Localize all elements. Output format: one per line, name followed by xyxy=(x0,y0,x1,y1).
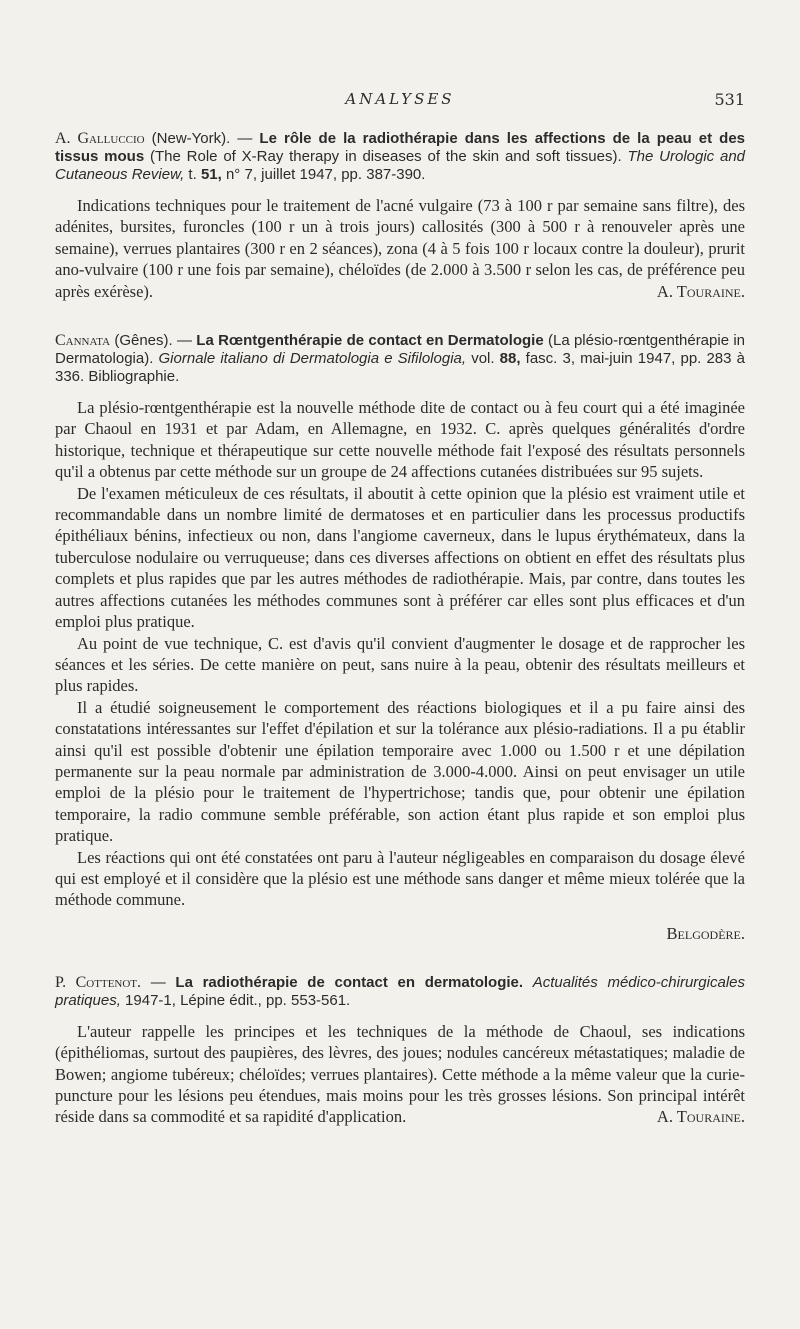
article-title-translation: (The Role of X-Ray therapy in diseases of the skin and soft tissues). xyxy=(150,148,622,165)
page-header xyxy=(55,90,745,112)
article-volume-prefix: t. xyxy=(188,166,197,183)
article-title-translation: (La plésio-rœntgenthérapie in Dermatologia). xyxy=(55,332,746,368)
article-details: n° 7, juillet 1947, pp. 387-390. xyxy=(225,166,426,183)
article-title: Le rôle de la radiothérapie dans les affections de la peau et des tissus mous xyxy=(55,130,746,165)
article-author: A. Galluccio xyxy=(55,130,145,147)
article-paragraph: Au point de vue technique, C. est d'avis qu'il convient d'augmenter le dosage et de rapprocher les séances et les séries. De cette manière on peut, sans nuire à la peau, obtenir des résultats meilleurs et plus rapides. xyxy=(55,633,745,696)
article-galluccio xyxy=(55,130,745,302)
page-number: 531 xyxy=(714,90,745,109)
article-paragraph-text: Indications techniques pour le traitement de l'acné vulgaire (73 à 100 r par semaine sans filtre), des adénites, bursites, furoncles (100 r un à trois jours) callosités (300 à 500 r à renouveler après une semaine), verrues plantaires (300 r en 2 séances), zona (4 à 5 fois 100 r locaux contre la douleur), prurit ano-vulvaire (100 r une fois par semaine), chéloïdes (de 2.000 à 3.500 r selon les cas, de préférence peu après exérèse). xyxy=(55,196,745,301)
article-cannata xyxy=(55,332,745,944)
article-citation xyxy=(55,130,745,184)
article-details: fasc. 3, mai-juin 1947, pp. 283 à 336. Bibliographie. xyxy=(55,350,745,386)
article-dash: — xyxy=(230,130,260,147)
article-dash: — xyxy=(172,332,197,350)
article-paragraph xyxy=(55,195,745,302)
article-author: Cannata xyxy=(55,332,111,350)
article-volume: 88, xyxy=(499,350,521,368)
article-journal: Actualités médico-chirurgicales pratiques, xyxy=(55,973,745,1009)
article-citation xyxy=(55,974,745,1010)
article-cottenot xyxy=(55,974,745,1128)
article-paragraph: La plésio-rœntgenthérapie est la nouvelle méthode dite de contact ou à feu court qui a été imaginée par Chaoul en 1931 et par Adam, en Allemagne, en 1932. C. après quelques généralités d'ordre historique, technique et thérapeutique sur cette nouvelle méthode fait l'exposé des résultats personnels qu'il a obtenus par cette méthode sur un groupe de 24 affections cutanées distribuées sur 95 sujets. xyxy=(55,398,745,482)
article-signature: A. Touraine. xyxy=(656,1107,745,1127)
article-location: (Gênes). xyxy=(114,332,173,350)
article-signature: Belgodère. xyxy=(666,923,745,943)
article-paragraph: De l'examen méticuleux de ces résultats, il aboutit à cette opinion que la plésio est vraiment utile et recommandable dans un nombre limité de dermatoses et en particulier dans les processus productifs épithéliaux bénins, infectieux ou non, dans l'angiome caverneux, dans le lupus érythémateux, dans la tuberculose nodulaire ou verruqueuse; dans ces diverses affections on obtient en effet des résultats plus complets et plus rapides que par les autres méthodes de radiothérapie. Mais, par contre, dans toutes les autres affections cutanées les méthodes communes sont à préférer car elles sont plus efficaces et d'un emploi plus pratique. xyxy=(55,483,745,632)
article-volume: 51, xyxy=(200,166,222,183)
article-location: (New-York). xyxy=(151,130,231,147)
article-author: P. Cottenot. xyxy=(55,973,142,991)
article-signature: A. Touraine. xyxy=(656,281,745,301)
page-content xyxy=(55,130,745,1128)
article-paragraph: Les réactions qui ont été constatées ont paru à l'auteur négligeables en comparaison du dosage élevé qui est employé et il considère que la plésio est une méthode sans danger et même mieux tolérée que la méthode commune. xyxy=(55,847,745,910)
article-paragraph xyxy=(55,1021,745,1128)
article-details: 1947-1, Lépine édit., pp. 553-561. xyxy=(125,991,351,1009)
article-volume-prefix: vol. xyxy=(471,350,495,368)
article-journal: Giornale italiano di Dermatologia e Sifilologia, xyxy=(158,350,467,368)
article-dash: — xyxy=(141,973,176,991)
article-title: La radiothérapie de contact en dermatologie. xyxy=(175,973,524,991)
article-paragraph: Il a étudié soigneusement le comportement des réactions biologiques et il a pu faire ainsi des constatations intéressantes sur l'effet d'épilation et sur la tolérance aux plésio-radiations. Il a pu établir ainsi qu'il est possible d'obtenir une épilation temporaire avec 1.000 ou 1.500 r et une dépilation permanente sur la peau normale par administration de 3.000-4.000. Ainsi on peut envisager un utile emploi de la plésio pour le traitement de l'hypertrichose; tandis que, pour obtenir une épilation temporaire, la radio commune semble préférable, son action étant plus rapide et son emploi plus pratique. xyxy=(55,697,745,846)
article-title: La Rœntgenthérapie de contact en Dermatologie xyxy=(196,332,544,350)
article-journal: The Urologic and Cutaneous Review, xyxy=(55,148,746,183)
running-title: ANALYSES xyxy=(345,90,455,108)
article-citation xyxy=(55,332,745,386)
article-paragraph-text: L'auteur rappelle les principes et les techniques de la méthode de Chaoul, ses indications (épithéliomas, surtout des paupières, des lèvres, des joues; nodules cancéreux métastatiques; maladie de Bowen; angiome tubéreux; chéloïdes; verrues plantaires). Cette méthode a la même valeur que la curie-puncture pour les lésions peu étendues, mais moins pour les très grosses lésions. Son principal intérêt réside dans sa commodité et sa rapidité d'application. xyxy=(55,1021,745,1127)
